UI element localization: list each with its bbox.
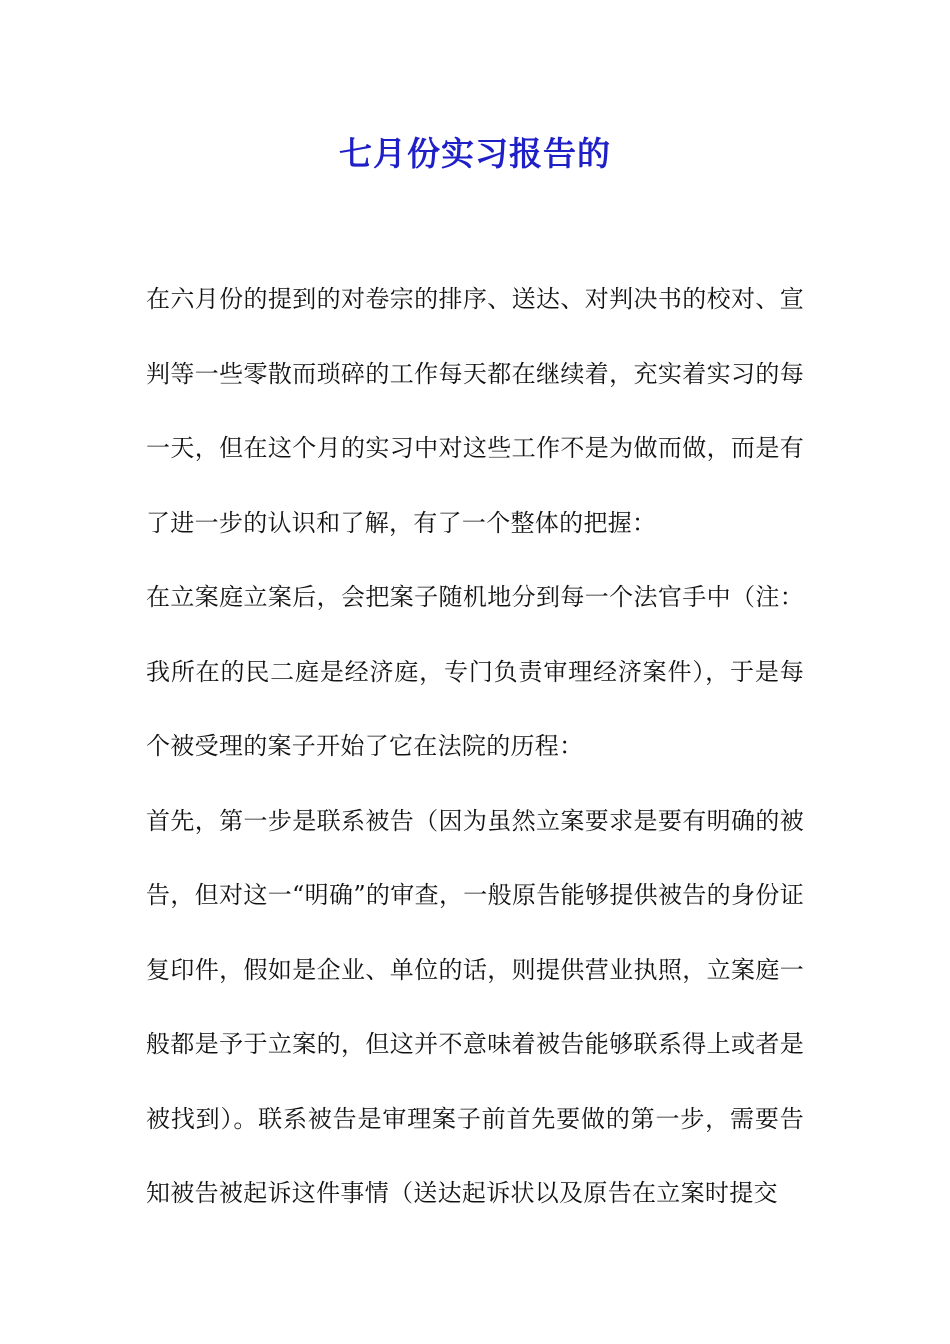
paragraph-2: 在立案庭立案后，会把案子随机地分到每一个法官手中（注：我所在的民二庭是经济庭，专门负责审理经济案件），于是每个被受理的案子开始了它在法院的历程：: [146, 583, 804, 760]
document-body: [146, 262, 804, 1231]
paragraph-1: 在六月份的提到的对卷宗的排序、送达、对判决书的校对、宣判等一些零散而琐碎的工作每天都在继续着，充实着实习的每一天，但在这个月的实习中对这些工作不是为做而做，而是有了进一步的认识和了解，有了一个整体的把握：: [146, 285, 804, 537]
paragraph-3: 首先，第一步是联系被告（因为虽然立案要求是要有明确的被告，但对这一“明确”的审查，一般原告能够提供被告的身份证复印件，假如是企业、单位的话，则提供营业执照，立案庭一般都是予于立案的，但这并不意味着被告能够联系得上或者是被找到）。联系被告是审理案子前首先要做的第一步，需要告知被告被起诉这件事情（送达起诉状以及原告在立案时提交: [146, 806, 804, 1207]
document-title: 七月份实习报告的: [339, 134, 611, 173]
